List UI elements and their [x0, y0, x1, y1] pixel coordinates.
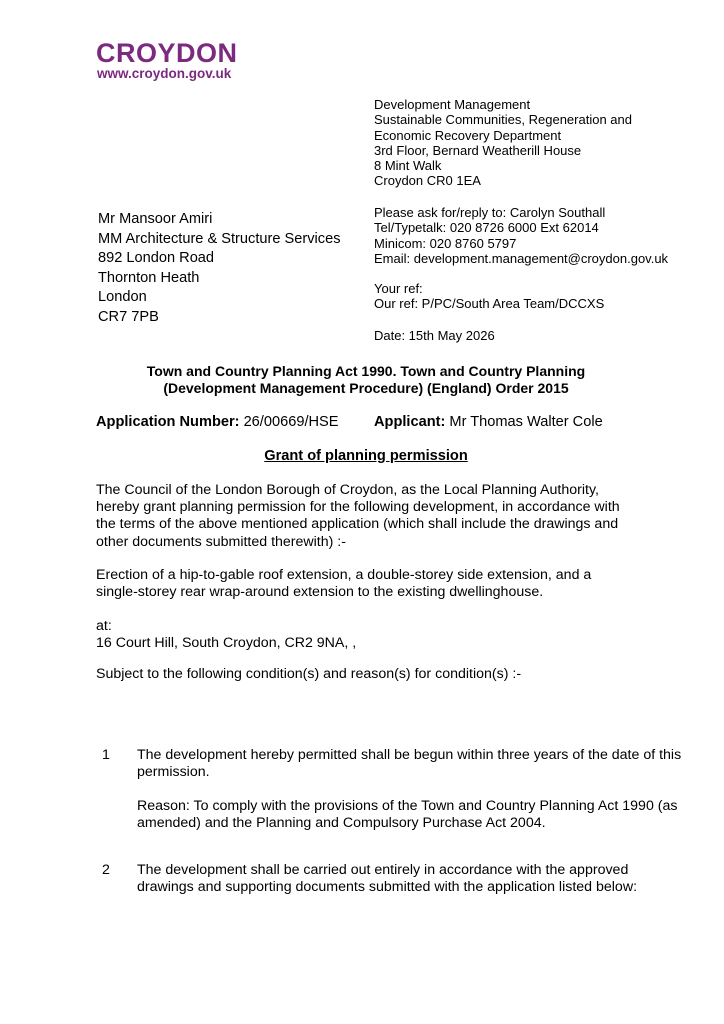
condition-number: 1	[102, 747, 110, 763]
contact-email[interactable]: Email: development.management@croydon.gov.uk	[374, 250, 669, 266]
condition-reason	[137, 798, 707, 832]
application-number	[96, 413, 339, 431]
contact-block	[374, 205, 668, 266]
department-line: Sustainable Communities, Regeneration and	[374, 112, 632, 128]
condition-line: permission.	[137, 764, 210, 781]
your-ref: Your ref:	[374, 281, 423, 296]
intro-line: The Council of the London Borough of Croydon, as the Local Planning Authority,	[96, 482, 599, 498]
application-number-value: 26/00669/HSE	[239, 414, 339, 430]
addressee-line: 892 London Road	[98, 250, 215, 267]
reason-line: amended) and the Planning and Compulsory Purchase Act 2004.	[137, 815, 546, 832]
addressee-block	[98, 210, 341, 328]
department-line: 8 Mint Walk	[374, 158, 442, 174]
intro-paragraph	[96, 482, 656, 551]
condition-line: The development shall be carried out entirely in accordance with the approved	[137, 862, 629, 878]
council-logo-name: CROYDON	[96, 38, 238, 68]
addressee-line: Mr Mansoor Amiri	[98, 211, 213, 227]
intro-line: hereby grant planning permission for the following development, in accordance with	[96, 499, 620, 516]
department-address	[374, 97, 632, 189]
contact-line: Tel/Typetalk: 020 8726 6000 Ext 62014	[374, 220, 599, 236]
condition-line: The development hereby permitted shall be begun within three years of the date of this	[137, 747, 682, 763]
department-line: 3rd Floor, Bernard Weatherill House	[374, 142, 582, 158]
applicant-value: Mr Thomas Walter Cole	[445, 414, 603, 430]
application-number-label: Application Number:	[96, 414, 240, 430]
addressee-line: MM Architecture & Structure Services	[98, 230, 341, 247]
act-heading	[96, 363, 636, 396]
condition-line: drawings and supporting documents submitted with the application listed below:	[137, 879, 638, 896]
reference-block	[374, 281, 604, 312]
addressee-line: Thornton Heath	[98, 269, 200, 286]
conditions-intro: Subject to the following condition(s) and reason(s) for condition(s) :-	[96, 666, 522, 682]
addressee-line: CR7 7PB	[98, 308, 159, 325]
site-at-label: at:	[96, 618, 112, 634]
department-line: Croydon CR0 1EA	[374, 173, 481, 189]
intro-line: other documents submitted therewith) :-	[96, 533, 346, 550]
condition-text	[137, 862, 707, 896]
department-line: Economic Recovery Department	[374, 127, 562, 143]
contact-line: Please ask for/reply to: Carolyn Southall	[374, 205, 606, 220]
applicant	[374, 413, 603, 431]
our-ref: Our ref: P/PC/South Area Team/DCCXS	[374, 296, 605, 312]
act-heading-line: (Development Management Procedure) (England) Order 2015	[163, 379, 569, 396]
council-logo-url: www.croydon.gov.uk	[97, 66, 232, 81]
site-address	[96, 618, 656, 652]
letter-date: Date: 15th May 2026	[374, 328, 495, 343]
act-heading-line: Town and Country Planning Act 1990. Town and Country Planning	[146, 363, 586, 379]
development-line: single-storey rear wrap-around extension to the existing dwellinghouse.	[96, 584, 544, 601]
intro-line: the terms of the above mentioned application (which shall include the drawings and	[96, 516, 619, 533]
grant-heading: Grant of planning permission	[264, 448, 468, 464]
development-description	[96, 567, 656, 601]
condition-text	[137, 747, 707, 781]
development-line: Erection of a hip-to-gable roof extension, a double-storey side extension, and a	[96, 567, 592, 583]
contact-line: Minicom: 020 8760 5797	[374, 235, 517, 251]
applicant-label: Applicant:	[374, 414, 446, 430]
condition-number: 2	[102, 862, 110, 878]
site-address-line: 16 Court Hill, South Croydon, CR2 9NA, ,	[96, 635, 357, 652]
reason-line: Reason: To comply with the provisions of the Town and Country Planning Act 1990 (as	[137, 798, 678, 814]
addressee-line: London	[98, 289, 147, 306]
department-line: Development Management	[374, 97, 531, 112]
